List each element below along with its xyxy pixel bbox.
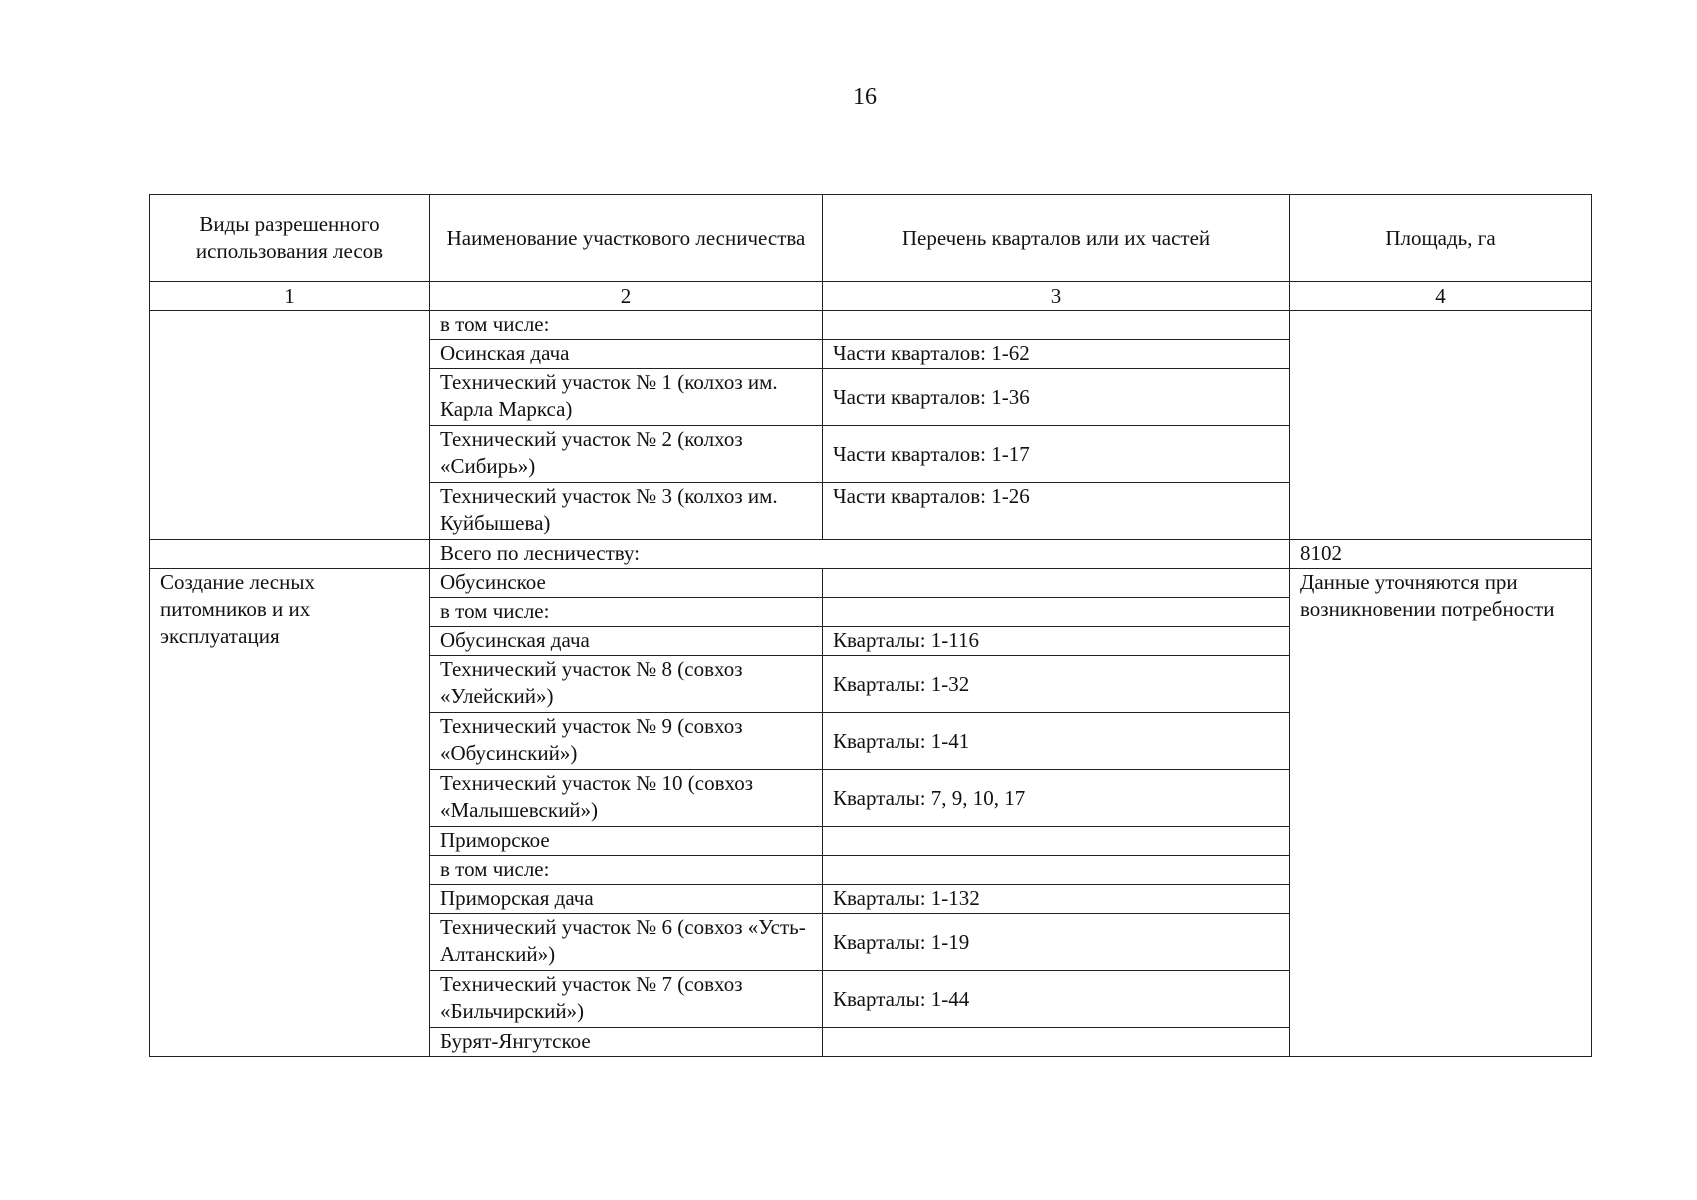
forestry-name-cell: Осинская дача [430, 340, 823, 369]
column-number: 3 [823, 282, 1290, 311]
forestry-name-cell: Технический участок № 10 (совхоз «Малышевский») [430, 770, 823, 827]
quarters-cell [823, 569, 1290, 598]
column-number: 4 [1290, 282, 1592, 311]
quarters-cell: Части кварталов: 1-62 [823, 340, 1290, 369]
total-label: Всего по лесничеству: [430, 540, 1290, 569]
quarters-cell: Кварталы: 1-32 [823, 656, 1290, 713]
total-area: 8102 [1290, 540, 1592, 569]
column-number: 1 [150, 282, 430, 311]
forestry-name-cell: в том числе: [430, 311, 823, 340]
header-row [150, 195, 1592, 282]
quarters-cell: Кварталы: 1-116 [823, 627, 1290, 656]
forestry-name-cell: Технический участок № 6 (совхоз «Усть-Алтанский») [430, 914, 823, 971]
forest-usage-table [149, 194, 1592, 1057]
quarters-cell: Части кварталов: 1-26 [823, 483, 1290, 540]
table-row [150, 569, 1592, 598]
forestry-name-cell: в том числе: [430, 856, 823, 885]
total-row [150, 540, 1592, 569]
area-note-cell: Данные уточняются при возникновении потребности [1290, 569, 1592, 1057]
column-number-row [150, 282, 1592, 311]
area-cell [1290, 311, 1592, 540]
quarters-cell: Кварталы: 1-44 [823, 971, 1290, 1028]
forestry-name-cell: Технический участок № 1 (колхоз им. Карла Маркса) [430, 369, 823, 426]
forestry-name-cell: Обусинская дача [430, 627, 823, 656]
quarters-cell: Кварталы: 1-19 [823, 914, 1290, 971]
quarters-cell [823, 827, 1290, 856]
usage-type-cell [150, 311, 430, 540]
table-row [150, 311, 1592, 340]
quarters-cell [823, 598, 1290, 627]
forestry-name-cell: Технический участок № 9 (совхоз «Обусинский») [430, 713, 823, 770]
quarters-cell: Части кварталов: 1-36 [823, 369, 1290, 426]
forestry-name-cell: Технический участок № 3 (колхоз им. Куйбышева) [430, 483, 823, 540]
quarters-cell: Части кварталов: 1-17 [823, 426, 1290, 483]
usage-type-cell: Создание лесных питомников и их эксплуатация [150, 569, 430, 1057]
page-number: 16 [853, 84, 877, 110]
quarters-cell: Кварталы: 1-132 [823, 885, 1290, 914]
forestry-name-cell: Технический участок № 7 (совхоз «Бильчирский») [430, 971, 823, 1028]
forestry-name-cell: Приморское [430, 827, 823, 856]
forestry-name-cell: Технический участок № 8 (совхоз «Улейский») [430, 656, 823, 713]
forestry-name-cell: Обусинское [430, 569, 823, 598]
quarters-cell [823, 1028, 1290, 1057]
header-usage-type: Виды разрешенного использования лесов [150, 195, 430, 282]
forestry-name-cell: Технический участок № 2 (колхоз «Сибирь») [430, 426, 823, 483]
usage-type-cell [150, 540, 430, 569]
header-forestry-name: Наименование участкового лесничества [430, 195, 823, 282]
quarters-cell: Кварталы: 7, 9, 10, 17 [823, 770, 1290, 827]
header-quarters-list: Перечень кварталов или их частей [823, 195, 1290, 282]
quarters-cell: Кварталы: 1-41 [823, 713, 1290, 770]
quarters-cell [823, 311, 1290, 340]
forestry-name-cell: в том числе: [430, 598, 823, 627]
forestry-name-cell: Бурят-Янгутское [430, 1028, 823, 1057]
forestry-name-cell: Приморская дача [430, 885, 823, 914]
column-number: 2 [430, 282, 823, 311]
header-area: Площадь, га [1290, 195, 1592, 282]
quarters-cell [823, 856, 1290, 885]
